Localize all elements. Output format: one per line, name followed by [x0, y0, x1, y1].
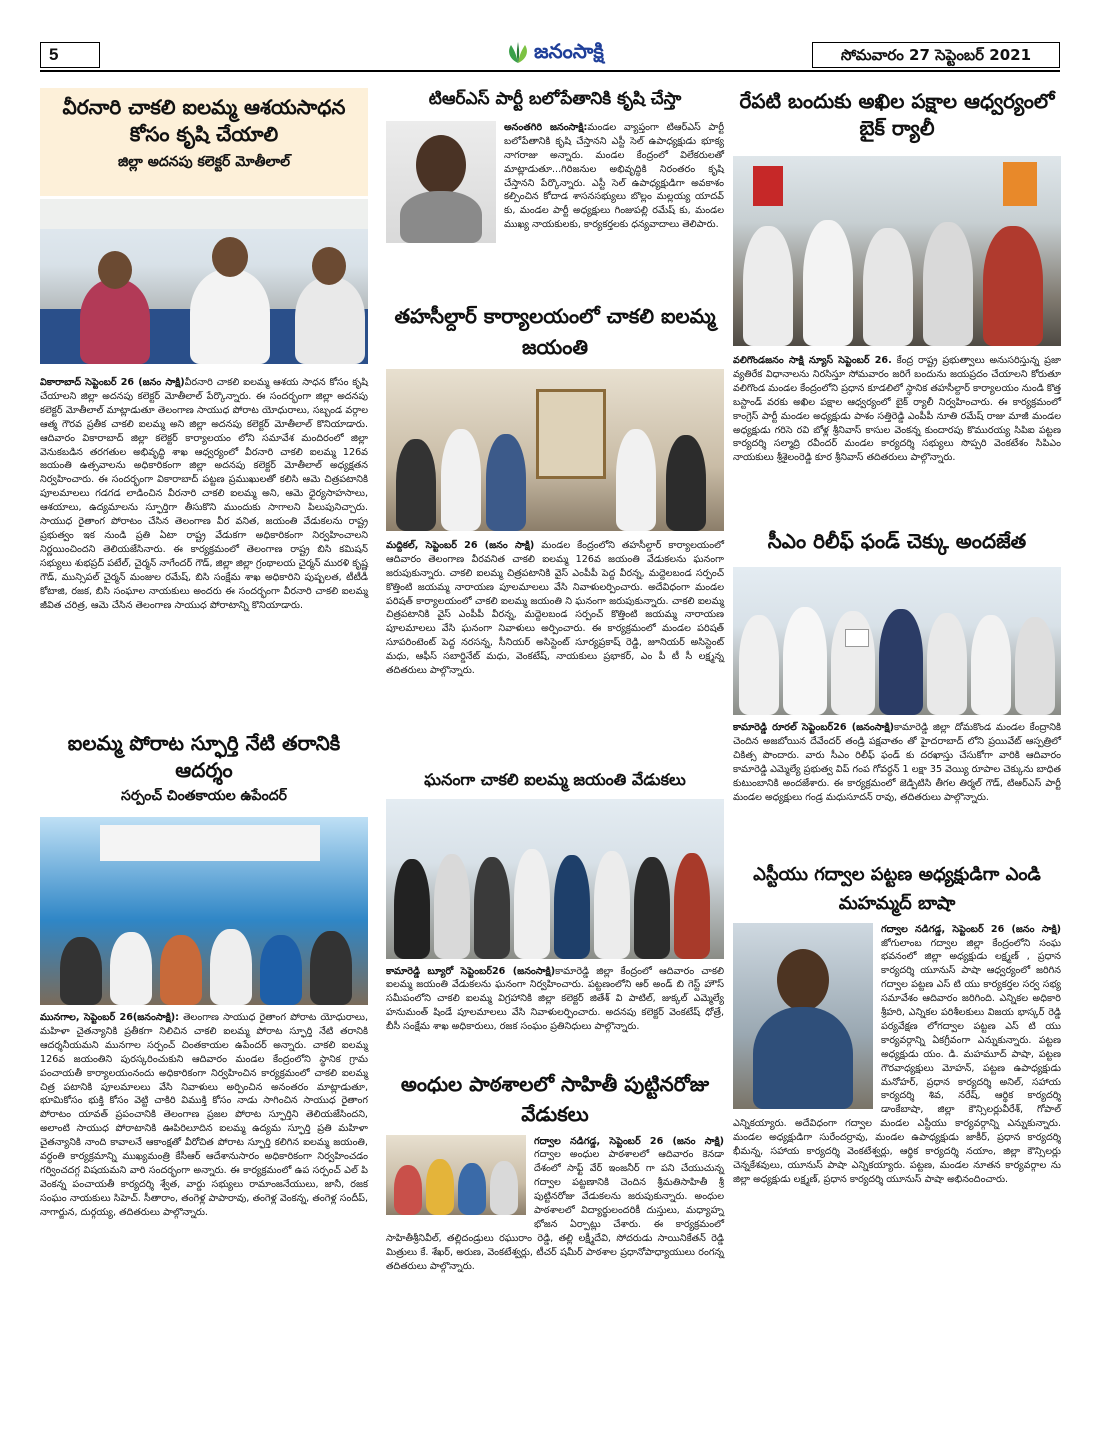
- article-body: [733, 354, 1061, 522]
- article-body: [733, 721, 1061, 855]
- photo-tahsildar-office: [386, 369, 724, 531]
- photo-birthday: [386, 1135, 526, 1215]
- body-text: మండల వ్యాప్తంగా టిఆర్ఎస్ పార్టీ బలోపేతానికి కృషి చేస్తానని ఎస్టీ సెల్ ఉపాధ్యక్షుడు భూక్య నాగరాజు అన్నారు. మండల కేంద్రంలో విలేకరులతో మాట్లాడుతూ...గిరిజనుల అభివృద్ధికి నిరంతరం కృషి చేస్తానని పేర్కొన్నారు. ఎస్టీ సెల్ ఉపాధ్యక్షుడిగా అవకాశం కల్పించిన కోదాడ శాసనసభ్యులు బొల్లం మల్లయ్య యాదవ్ కు, మండల పార్టీ అధ్యక్షులు గింజుపల్లి రమేష్ కు, మండల ముఖ్య నాయకులకు, కార్యకర్తలకు ధన్యవాదాలు తెలిపారు.: [504, 121, 725, 231]
- photo-bike-rally: [733, 156, 1061, 346]
- body-text: కామారెడ్డి జిల్లా దోమకొండ మండల కేంద్రానికి చెందిన అజబోయిన దేవేందర్ తండ్రి పక్షవాతం తో హైదరాబాద్ లోని ప్రయివేట్ ఆస్పత్రిలో చికిత్స పొందారు. వారు సీఎం రిలీఫ్ ఫండ్ కు దరఖాస్తు చేసుకోగా వారికి ఆదివారం కామారెడ్డి ఎమ్మెల్యే ప్రభుత్వ విప్ గంప గోవర్ధన్ 1 లక్షా 35 వెయ్యి రూపాల చెక్కును బాధిత కుటుంబానికి అందజేశారు. ఈ కార్యక్రమంలో జెడ్పిటిసి తీగల తిర్మల్ గౌడ్, టిఆర్ఎస్ పార్టీ మండల అధ్యక్షులు గండ్ర మధుసూదన్ రావు, తదితరులు పాల్గొన్నారు.: [733, 722, 1061, 803]
- subhead: సర్పంచ్ చింతకాయల ఉపేందర్: [121, 788, 287, 804]
- article-ilamma-collector: [40, 88, 368, 722]
- headline: ఘనంగా చాకలి ఐలమ్మ జయంతి వేడుకలు: [424, 769, 686, 789]
- headline: ఐలమ్మ పోరాట స్ఫూర్తి నేటి తరానికి ఆదర్శం: [67, 731, 341, 782]
- headline: సీఎం రిలీఫ్ ఫండ్ చెక్కు అందజేత: [767, 529, 1027, 553]
- dateline: మద్దికల్, సెప్టెంబర్ 26 (జనం సాక్షి): [386, 539, 535, 551]
- article-body: [40, 1011, 368, 1443]
- page-number: 5: [40, 42, 100, 68]
- issue-date: సోమవారం 27 సెప్టెంబర్ 2021: [812, 42, 1060, 68]
- body-text: వీరనారి చాకలి ఐలమ్మ ఆశయ సాధన కోసం కృషి చేయాలని జిల్లా అదనపు కలెక్టర్ మోతీలాల్ పేర్కొన్నారు. ఈ సందర్భంగా జిల్లా అదనపు కలెక్టర్ మోతీలాల్ మాట్లాడుతూ తెలంగాణ సాయుధ పోరాట యోధురాలు, సబ్బండ వర్గాల ఆత్మ గౌరవ ప్రతీక చాకలి ఐలమ్మ అని జిల్లా అదనపు కలెక్టర్ మోతీలాల్ కొనియాడారు. ఆదివారం వికారాబాద్ జిల్లా కలెక్టర్ కార్యాలయం లోని సమావేశ మందిరంలో జిల్లా వెనుకబడిన తరగతుల అభివృద్ధి శాఖ ఆధ్వర్యంలో వీరనారి చాకలి ఐలమ్మ 126వ జయంతి ఉత్సవాలను అధికారికంగా జిల్లా అదనపు కలెక్టర్ మోతీలాల్ అధ్యక్షతన నిర్వహించారు. ఈ సందర్భంగా వికారాబాద్ పట్టణ ప్రముఖులతో కలిసి ఆమె చిత్రపటానికి పూలమాలలు గడగడ లాడించిన వీరనారి చాకలి ఐలమ్మ అని, ఆమె ధైర్యసాహసాలు, ఆశయాలు, ఉద్యమాలను స్ఫూర్తిగా తీసుకొని ముందుకు సాగాలని పిలుపునిచ్చారు. సాయుధ రైతాంగ పోరాటం చేసిన తెలంగాణ వీర వనిత, జయంతి వేడుకలను రాష్ట్ర ప్రభుత్వం ఇక నుండి ప్రతి ఏటా రాష్ట్ర వేడుకగా అధికారికంగా నిర్వహించాలని నిర్ణయించిందని తెలియజేసినారు. ఈ కార్యక్రమంలో తెలంగాణ రాష్ట్ర బిసి కమిషన్ సభ్యులు శుభప్రద్ పటేల్, చైర్మన్ నాగేందర్ గౌడ్, జిల్లా జిల్లా గ్రంథాలయ చైర్మన్ మురళి కృష్ణ గౌడ్, మున్సిపల్ చైర్మన్ మంజుల రమేష్, బిసి సంక్షేమ శాఖ అధికారిని పుష్పలత, టీటీడీ కోటాజి, రజక, బిసి సంఘాల నాయకులు అందరు ఈ సందర్భంగా వీరనారి చాకలి ఐలమ్మ జీవిత చరిత్ర, ఆమె చేసిన తెలంగాణ సాయుధ పోరాటాన్ని కొనియాడారు.: [40, 377, 368, 611]
- photo-nagaraju: [386, 121, 496, 243]
- article-body: [386, 965, 724, 1063]
- photo-collector-meeting: [40, 199, 368, 364]
- body-text: గద్వాల అంధుల పాఠశాలలో ఆదివారం కెనడా దేశంలో సాఫ్ట్ వేర్ ఇంజనీర్ గా పని చేయుచున్న గద్వాల పట్టణానికి చెందిన శ్రీమతిసాహితీ శ్రీ పుట్టినరోజు వేడుకలను జరుపుకున్నారు. అంధుల పాఠశాలలో విద్యార్థులందరికీ దుస్తులు, మధ్యాహ్న భోజన ఏర్పాట్లు చేశారు. ఈ కార్యక్రమంలో సాహితీశ్రీనివీల్, తల్లిదండ్రులు రఘురాం రెడ్డి, తల్లి లక్ష్మీదేవి, సోదరుడు సాయినికేతన్ రెడ్డి మిత్రులు కే. శేఖర్, అరుణ, వెంకటేశ్వర్లు, టీచర్ షమీర్ పాఠశాల ప్రధానోపాధ్యాయులు రంగన్న తదితరులు పాల్గొన్నారు.: [386, 1149, 724, 1272]
- article-bike-rally: [733, 88, 1061, 522]
- column-left: [40, 88, 368, 1443]
- article-ilamma-inspiration: [40, 730, 368, 1443]
- brand-name: జనంసాక్షి: [534, 38, 604, 63]
- dateline: కామారెడ్డి బ్యూరో సెప్టెంబర్26 (జనంసాక్షి): [386, 965, 556, 977]
- dateline: గద్వాల నడిగడ్డ, సెప్టెంబర్ 26 (జనం సాక్షి): [534, 1135, 724, 1147]
- leaf-icon: [505, 41, 531, 65]
- article-body: [40, 376, 368, 722]
- headline: టిఆర్ఎస్ పార్టీ బలోపేతానికి కృషి చేస్తా: [428, 89, 682, 109]
- headline: అంధుల పాఠశాలలో సాహితీ పుట్టినరోజు వేడుకలు: [400, 1071, 710, 1126]
- masthead: [40, 38, 1060, 72]
- newspaper-logo: [505, 38, 604, 68]
- dateline: అనంతగిరి జనంసాక్షి:: [504, 121, 588, 133]
- subhead: జిల్లా అదనపు కలెక్టర్ మోతీలాల్: [117, 154, 291, 170]
- headline: వీరనారి చాకలి ఐలమ్మ ఆశయసాధన కోసం కృషి చేయాలి: [62, 95, 346, 146]
- dateline: వికారాబాద్ సెప్టెంబర్ 26 (జనం సాక్షి): [40, 377, 185, 388]
- article-stu-president: [733, 861, 1061, 1295]
- column-middle: [386, 88, 725, 1272]
- article-blind-school: [386, 1069, 724, 1272]
- column-right: [733, 88, 1061, 1295]
- photo-basha: [733, 923, 873, 1109]
- dateline: గద్వాల నడిగడ్డ, సెప్టెంబర్ 26 (జనం సాక్షి): [881, 923, 1061, 935]
- photo-cheque-handover: [733, 567, 1061, 715]
- photo-panchayat-office: [40, 817, 368, 1005]
- body-text: కేంద్ర రాష్ట్ర ప్రభుత్వాలు అనుసరిస్తున్న ప్రజా వ్యతిరేక విధానాలను నిరసిస్తూ సోమవారం జరిగే బందును జయప్రదం చేయాలని కోరుతూ వలిగొండ మండల కేంద్రంలోని ప్రధాన కూడలిలో స్థానిక తహసీల్దార్ కార్యాలయం నుండి కొత్త బస్టాండ్ వరకు అఖిల పక్షాల ఆధ్వర్యంలో బైక్ ర్యాలీ నిర్వహించారు. ఈ కార్యక్రమంలో కాంగ్రెస్ పార్టీ మండల అధ్యక్షుడు పాశం సత్తిరెడ్డి ఎంపీపీ నూతి రమేష్ రాజు మాజీ మండల అధ్యక్షుడు గరిసె రవి బోళ్ల శ్రీనివాస్ కాసుల వెంకన్న కుందారపు కొమురయ్య సిపిఐ పట్టణ కార్యదర్శి సల్మాద్రి రవీందర్ మండల కార్యదర్శి సభ్యులు సొప్పరి వెంకటేశం సిపిఎం నాయకులు శ్రీశైలంరెడ్డి కూర శ్రీనివాస్ తదితరులు పాల్గొన్నారు.: [733, 355, 1061, 464]
- headline: ఎస్టీయు గద్వాల పట్టణ అధ్యక్షుడిగా ఎండి మహమ్మద్ బాషా: [753, 864, 1041, 914]
- article-cm-relief: [733, 528, 1061, 855]
- headline-box: [40, 88, 368, 196]
- article-kamareddy-jayanti: [386, 769, 724, 1063]
- article-body: [386, 539, 724, 761]
- dateline: మునగాల, సెప్టెంబర్ 26(జనంసాక్షి):: [40, 1012, 180, 1023]
- article-trs-strengthen: [386, 88, 724, 293]
- dateline: వలిగొండజనం సాక్షి న్యూస్ సెప్టెంబర్ 26.: [733, 355, 892, 366]
- photo-kamareddy-crowd: [386, 799, 724, 959]
- headline: రేపటి బందుకు అఖిల పక్షాల ఆధ్వర్యంలో బైక్ ర్యాలీ: [739, 89, 1055, 140]
- headline: తహసీల్దార్ కార్యాలయంలో చాకలి ఐలమ్మ జయంతి: [394, 303, 716, 359]
- article-tahsildar-jayanti: [386, 301, 724, 761]
- body-text: మండల కేంద్రంలోని తహసీల్దార్ కార్యాలయంలో ఆదివారం తెలంగాణ వీరవనిత చాకలి ఐలమ్మ 126వ జయంతి వేడుకలను ఘనంగా జరుపుకున్నారు. చాకలి ఐలమ్మ చిత్రపటానికి వైస్ ఎంపీపీ పెద్ద వీరన్న, మద్దెలబండ సర్పంచ్ కొత్తింటి జయమ్మ నారాయణ పూలమాలలు వేసి నివాళులర్పించారు. అదేవిధంగా మండల పరిషత్ కార్యాలయంలో చాకలి ఐలమ్మ జయంతి ని ఘనంగా జరుపుకున్నారు. చాకలి ఐలమ్మ చిత్రపటానికి వైస్ ఎంపీపీ వీరన్న, మద్దెలబండ సర్పంచ్ కొత్తింటి జయమ్మ నారాయణ పూలమాలలు వేసి ఘనంగా నివాళులు అర్పించారు. ఈ కార్యక్రమంలో మండల పరిషత్ సూపరింటెంట్ పెద్ద నరసన్న, సీనియర్ అసిస్టెంట్ సూర్యప్రకాష్ రెడ్డి, జూనియర్ అసిస్టెంట్ మధు, ఆఫీస్ సబార్డినేట్ మధు, వెంకటేష్, నాయకులు ప్రభాకర్, ఎం పీ టీ సీ లక్ష్మన్న తదితరులు పాల్గొన్నారు.: [386, 539, 724, 677]
- body-text: జోగులాంబ గద్వాల జిల్లా కేంద్రంలోని సంఘ భవనంలో జిల్లా అధ్యక్షుడు లక్ష్మణ్ , ప్రధాన కార్యదర్శి యూనుస్ పాషా ఆధ్వర్యంలో జరిగిన గద్వాల పట్టణ ఎస్ టి యు కార్యకర్తల సర్వ సభ్య సమావేశం ఆదివారం జరిగింది. ఎన్నికల అధికారి శ్రీహరి, ఎన్నికల పరిశీలకులు విజయ భాస్కర్ రెడ్డి పర్యవేక్షణ లోగద్వాల పట్టణ ఎస్ టి యు కార్యవర్గాన్ని ఏకగ్రీవంగా ఎన్నుకున్నారు. పట్టణ అధ్యక్షుడు యం. డి. మహమూద్ పాషా, పట్టణ గౌరవాధ్యక్షులు మోహన్, పట్టణ ఉపాధ్యక్షుడు మనోహర్, ప్రధాన కార్యదర్శి అనిల్, సహాయ కార్యదర్శి శివ, నరేష్, ఆర్థిక కార్యదర్శి డాంకేబాషా, జిల్లా కౌన్సిలర్లువీరేశ్, గోపాల్ ఎన్నికయ్యారు. అదేవిధంగా గద్వాల మండల ఎస్టీయు కార్యవర్గాన్ని ఎన్నుకున్నారు. మండల అధ్యక్షుడిగా సురేందర్రావు, మండల ఉపాధ్యక్షుడు జాకీర్, ప్రధాన కార్యదర్శి భీమన్న, సహాయ కార్యదర్శి వెంకటేశ్వర్లు, ఆర్థిక కార్యదర్శి నయాం, జిల్లా కౌన్సిలర్లు చెన్నకేశవులు, యూనుస్ పాషా ఎన్నికయ్యారు. పట్టణ, మండల నూతన కార్యవర్గాల ను జిల్లా అధ్యక్షుడు లక్ష్మణ్, ప్రధాన కార్యదర్శి యూనుస్ పాషా అభినందించారు.: [733, 937, 1061, 1185]
- dateline: కామారెడ్డి రూరల్ సెప్టెంబర్26 (జనంసాక్షి): [733, 722, 894, 733]
- body-text: తెలంగాణ సాయుధ రైతాంగ పోరాట యోధురాలు, మహిళా చైతన్యానికి ప్రతీకగా నిలిచిన చాకలి ఐలమ్మ పోరాట స్ఫూర్తి నేటి తరానికి ఆదర్శనీయమని మునగాల సర్పంచ్ చింతకాయల ఉపేందర్ అన్నారు. చాకలి ఐలమ్మ 126వ జయంతిని పురస్కరించుకుని ఆదివారం మండల కేంద్రంలోని స్థానిక గ్రామ పంచాయతీ కార్యాలయంనందు అధికారికంగా నిర్వహించిన కార్యక్రమంలో చాకలి ఐలమ్మ చిత్ర పటానికి పూలమాలలు వేసి నివాళులు అర్పించిన అనంతరం మాట్లాడుతూ, భూమికోసం భుక్తి కోసం వెట్టి చాకిరి విముక్తి కోసం నాడు సాగించిన సాయుధ రైతాంగ పోరాటం యావత్ ప్రపంచానికి తెలంగాణ ప్రజల పోరాట స్ఫూర్తిని తెలియజేసిందని, అలాంటి సాయుధ పోరాటానికి ఊపిరిలూదిన ఐలమ్మ ఉద్యమ స్ఫూర్తి ప్రతి మహిళా చైతన్యానికి నాంది కావాలనే ఆకాంక్షతో వీరోచిత పోరాట స్ఫూర్తి కలిగిన ఐలమ్మ జయంతి, వర్ధంతి కార్యక్రమాన్ని ముఖ్యమంత్రి కేసీఆర్ ఆదేశానుసారం అధికారికంగా నిర్వహించడం గర్వించదగ్గ విషయమని వారి సందర్భంగా అన్నారు. ఈ కార్యక్రమంలో ఉప సర్పంచ్ ఎల్ పి వెంకన్న పంచాయతీ కార్యదర్శి శ్వేత, వార్డు సభ్యులు రామాంజనేయులు, జానీ, రజక సంఘం నాయకులు సిహెచ్. సీతారాం, తంగెళ్ల పాపారావు, తంగెళ్ల వెంకన్న, తంగెళ్ల సందీప్, నాగార్జున, దుర్గయ్య, తదితరులు పాల్గొన్నారు.: [40, 1012, 368, 1218]
- body-text: కామారెడ్డి జిల్లా కేంద్రంలో ఆదివారం చాకలి ఐలమ్మ జయంతి వేడుకలను ఘనంగా నిర్వహించారు. పట్టణంలోని ఆర్ అండ్ బి గెస్ట్ హౌస్ సమీపంలోని చాకలి ఐలమ్మ విగ్రహానికి జిల్లా కలెక్టర్ జితేశ్ వి పాటిల్, జుక్కల్ ఎమ్మెల్యే హనుమంత్ షిండే పూలమాలలు వేసి నివాళులర్పించారు. అదనపు కలెక్టర్ వెంకటేష్ ధోత్రే, బీసీ సంక్షేమ శాఖ అధికారులు, రజక సంఘం ప్రతినిధులు పాల్గొన్నారు.: [386, 965, 724, 1033]
